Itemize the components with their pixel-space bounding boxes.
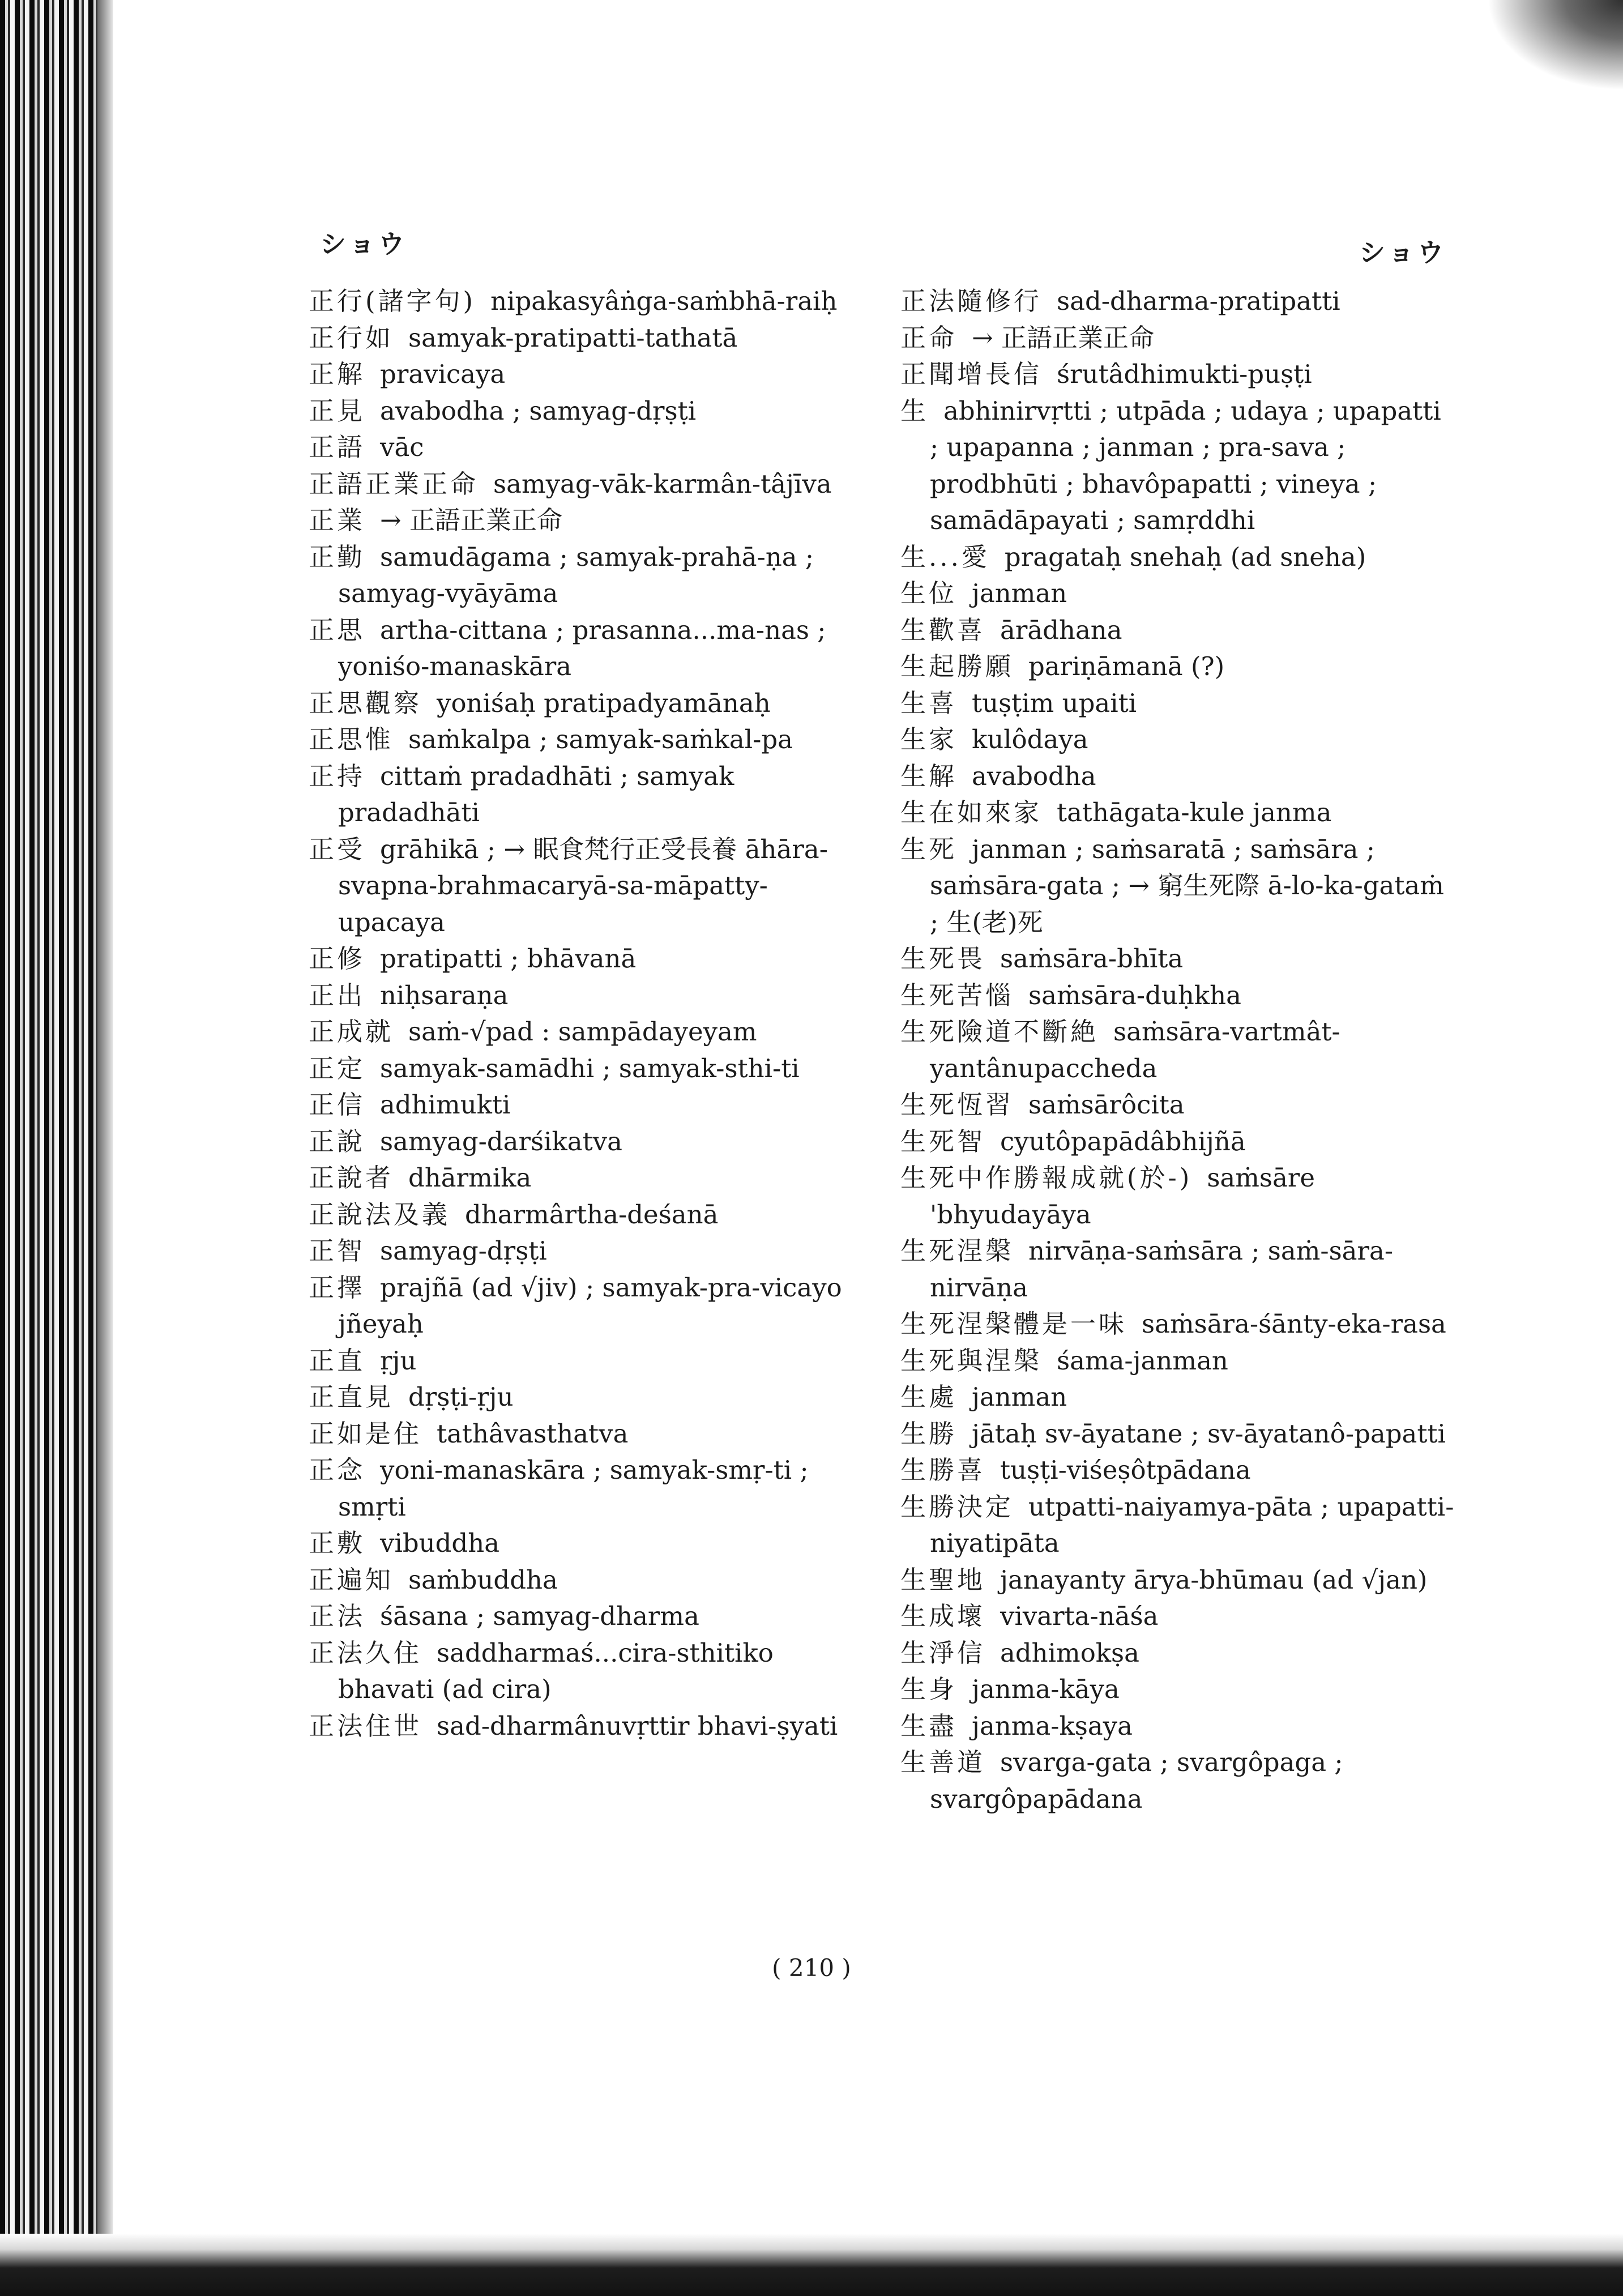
entry-sanskrit: janman: [972, 1382, 1067, 1412]
entry-sanskrit: adhimokṣa: [1000, 1637, 1139, 1668]
dictionary-entry: [900, 1744, 1455, 1817]
dictionary-column-right: [900, 283, 1455, 1817]
entry-sanskrit: artha-cittana ; prasanna...ma-nas ; yoniśo-manaskāra: [338, 614, 826, 681]
dictionary-entry: [309, 1051, 864, 1087]
entry-sanskrit: tuṣṭim upaiti: [972, 688, 1137, 718]
entry-headword: 正聞增長信: [900, 359, 1043, 389]
entry-headword: 正法久住: [309, 1637, 422, 1668]
entry-sanskrit: pragataḥ snehaḥ (ad sneha): [1004, 541, 1366, 572]
entry-headword: 正直: [309, 1345, 366, 1376]
entry-sanskrit: śāsana ; samyag-dharma: [380, 1601, 699, 1631]
dictionary-entry: [900, 356, 1455, 393]
dictionary-entry: [900, 1489, 1455, 1562]
dictionary-entry: [900, 320, 1455, 357]
entry-headword: 正語正業正命: [309, 468, 479, 499]
entry-sanskrit: sad-dharmânuvṛttir bhavi-ṣyati: [437, 1710, 838, 1741]
dictionary-entry: [900, 831, 1455, 941]
entry-sanskrit: janman: [972, 578, 1067, 608]
dictionary-entry: [900, 1562, 1455, 1599]
dictionary-entry: [900, 1014, 1455, 1087]
dictionary-entry: [309, 685, 864, 722]
dictionary-entry: [309, 356, 864, 393]
entry-sanskrit: dṛṣṭi-ṛju: [408, 1382, 514, 1412]
entry-headword: 生家: [900, 724, 958, 754]
dictionary-entry: [900, 539, 1455, 576]
entry-headword: 正思: [309, 614, 366, 645]
dictionary-entry: [309, 758, 864, 831]
entry-sanskrit: ārādhana: [1000, 614, 1122, 645]
entry-sanskrit: vāc: [380, 432, 424, 462]
entry-sanskrit: jātaḥ sv-āyatane ; sv-āyatanô-papatti: [972, 1418, 1446, 1449]
dictionary-entry: [309, 1635, 864, 1708]
entry-sanskrit: janma-kāya: [972, 1674, 1120, 1704]
dictionary-entry: [900, 758, 1455, 795]
entry-sanskrit: tuṣṭi-viśeṣôtpādana: [1000, 1455, 1251, 1485]
dictionary-entry: [900, 1343, 1455, 1380]
entry-sanskrit: vivarta-nāśa: [1000, 1601, 1159, 1631]
entry-headword: 正持: [309, 761, 366, 791]
entry-sanskrit: grāhikā ; → 眠食梵行正受長養 āhāra-svapna-brahmacaryā-sa-māpatty-upacaya: [338, 834, 828, 937]
entry-headword: 生在如來家: [900, 797, 1043, 827]
entry-sanskrit: adhimukti: [380, 1090, 511, 1120]
entry-headword: 生解: [900, 761, 958, 791]
entry-sanskrit: utpatti-naiyamya-pāta ; upapatti-niyatipāta: [930, 1491, 1454, 1558]
dictionary-entry: [309, 978, 864, 1014]
entry-sanskrit: avabodha ; samyag-dṛṣṭi: [380, 395, 697, 426]
entry-headword: 生勝喜: [900, 1455, 986, 1485]
dictionary-entry: [309, 1562, 864, 1599]
entry-headword: 生勝: [900, 1418, 958, 1449]
entry-headword: 正如是住: [309, 1418, 422, 1449]
dictionary-entry: [900, 1598, 1455, 1635]
entry-headword: 生身: [900, 1674, 958, 1704]
entry-headword: 正法住世: [309, 1710, 422, 1741]
entry-sanskrit: kulôdaya: [972, 724, 1088, 754]
entry-sanskrit: pariṇāmanā (?): [1028, 651, 1225, 681]
entry-sanskrit: avabodha: [972, 761, 1096, 791]
dictionary-entry: [309, 429, 864, 466]
entry-headword: 生死與涅槃: [900, 1345, 1043, 1376]
entry-headword: 生死畏: [900, 944, 986, 974]
entry-headword: 生成壞: [900, 1601, 986, 1631]
dictionary-entry: [309, 941, 864, 978]
dictionary-entry: [900, 1708, 1455, 1745]
entry-headword: 生起勝願: [900, 651, 1014, 681]
entry-headword: 正成就: [309, 1017, 394, 1047]
running-head-left: ショウ: [320, 229, 408, 259]
entry-headword: 生位: [900, 578, 958, 608]
dictionary-entry: [900, 1124, 1455, 1160]
dictionary-entry: [309, 502, 864, 539]
entry-headword: 正語: [309, 432, 366, 462]
dictionary-entry: [309, 1598, 864, 1635]
dictionary-entry: [309, 1124, 864, 1160]
entry-headword: 正解: [309, 359, 366, 389]
running-head-right: ショウ: [1359, 237, 1447, 268]
dictionary-entry: [309, 1160, 864, 1197]
dictionary-entry: [900, 941, 1455, 978]
scan-bottom-shadow: [0, 2234, 1623, 2296]
entry-sanskrit: dharmârtha-deśanā: [465, 1199, 719, 1230]
entry-sanskrit: saṁbuddha: [408, 1564, 558, 1595]
entry-headword: 生勝決定: [900, 1491, 1014, 1522]
entry-sanskrit: cittaṁ pradadhāti ; samyak pradadhāti: [338, 761, 734, 827]
entry-sanskrit: samyak-pratipatti-tathatā: [408, 322, 738, 353]
dictionary-entry: [309, 539, 864, 612]
entry-sanskrit: śrutâdhimukti-puṣṭi: [1057, 359, 1312, 389]
dictionary-entry: [900, 393, 1455, 539]
dictionary-entry: [900, 1635, 1455, 1672]
entry-sanskrit: yoniśaḥ pratipadyamānaḥ: [437, 688, 771, 718]
entry-headword: 正直見: [309, 1382, 394, 1412]
entry-sanskrit: abhinirvṛtti ; utpāda ; udaya ; upapatti ; upapanna ; janman ; pra-sava ; prodbhūti ; bhavôpapatti ; vineya ; samādāpayati ; samṛddhi: [930, 395, 1441, 535]
entry-headword: 正念: [309, 1455, 366, 1485]
entry-sanskrit: ṛju: [380, 1345, 417, 1376]
dictionary-entry: [900, 795, 1455, 831]
entry-headword: 正業: [309, 505, 366, 535]
entry-sanskrit: nirvāṇa-saṁsāra ; saṁ-sāra-nirvāṇa: [930, 1236, 1394, 1303]
entry-headword: 正思惟: [309, 724, 394, 754]
entry-sanskrit: vibuddha: [380, 1528, 500, 1558]
entry-headword: 生死中作勝報成就(於-): [900, 1163, 1193, 1193]
book-binding-edge: [0, 0, 97, 2296]
entry-headword: 生死苦惱: [900, 980, 1014, 1010]
entry-headword: 生死涅槃: [900, 1236, 1014, 1266]
entry-sanskrit: sad-dharma-pratipatti: [1057, 286, 1340, 316]
entry-sanskrit: saṁsāre 'bhyudayāya: [930, 1163, 1315, 1230]
dictionary-entry: [309, 1379, 864, 1416]
dictionary-entry: [900, 1452, 1455, 1489]
dictionary-entry: [309, 1014, 864, 1051]
entry-headword: 正說者: [309, 1163, 394, 1193]
entry-headword: 生死涅槃體是一味: [900, 1309, 1127, 1339]
dictionary-entry: [309, 1270, 864, 1343]
dictionary-entry: [309, 1233, 864, 1270]
entry-sanskrit: samyak-samādhi ; samyak-sthi-ti: [380, 1053, 800, 1083]
entry-headword: 正擇: [309, 1272, 366, 1303]
entry-sanskrit: saṁsāra-vartmât-yantânupaccheda: [930, 1017, 1340, 1083]
dictionary-entry: [900, 612, 1455, 649]
dictionary-entry: [900, 1233, 1455, 1306]
entry-headword: 生死恆習: [900, 1090, 1014, 1120]
entry-sanskrit: svarga-gata ; svargôpaga ; svargôpapādana: [930, 1747, 1343, 1814]
entry-sanskrit: cyutôpapādâbhijñā: [1000, 1126, 1246, 1156]
entry-sanskrit: tathâvasthatva: [437, 1418, 629, 1449]
dictionary-entry: [900, 978, 1455, 1014]
entry-sanskrit: saṁsāra-bhīta: [1000, 944, 1184, 974]
entry-sanskrit: samudāgama ; samyak-prahā-ṇa ; samyag-vyāyāma: [338, 541, 814, 608]
entry-headword: 正法隨修行: [900, 286, 1043, 316]
entry-headword: 正說: [309, 1126, 366, 1156]
entry-sanskrit: samyag-dṛṣṭi: [380, 1236, 547, 1266]
dictionary-entry: [900, 1379, 1455, 1416]
dictionary-entry: [900, 1160, 1455, 1233]
entry-headword: 正行如: [309, 322, 394, 353]
dictionary-entry: [900, 1416, 1455, 1453]
entry-sanskrit: janman ; saṁsaratā ; saṁsāra ; saṁsāra-gata ; → 窮生死際 ā-lo-ka-gataṁ ; 生(老)死: [930, 834, 1444, 937]
dictionary-entry: [309, 612, 864, 685]
entry-headword: 正智: [309, 1236, 366, 1266]
dictionary-entry: [309, 393, 864, 430]
entry-headword: 生善道: [900, 1747, 986, 1777]
entry-headword: 正命: [900, 322, 958, 353]
entry-headword: 生淨信: [900, 1637, 986, 1668]
dictionary-entry: [900, 648, 1455, 685]
dictionary-column-left: [309, 283, 864, 1744]
dictionary-entry: [309, 1708, 864, 1745]
entry-headword: 正見: [309, 395, 366, 426]
entry-sanskrit: saddharmaś...cira-sthitiko bhavati (ad cira): [338, 1637, 774, 1704]
entry-sanskrit: saṁkalpa ; samyak-saṁkal-pa: [408, 724, 793, 754]
dictionary-entry: [309, 1197, 864, 1234]
entry-sanskrit: janma-kṣaya: [972, 1710, 1133, 1741]
entry-headword: 生死險道不斷絶: [900, 1017, 1099, 1047]
entry-headword: 正信: [309, 1090, 366, 1120]
dictionary-entry: [900, 685, 1455, 722]
dictionary-entry: [309, 320, 864, 357]
entry-sanskrit: saṁ-√pad : sampādayeyam: [408, 1017, 757, 1047]
entry-headword: 生歡喜: [900, 614, 986, 645]
entry-headword: 生死智: [900, 1126, 986, 1156]
entry-headword: 生聖地: [900, 1564, 986, 1595]
entry-sanskrit: niḥsaraṇa: [380, 980, 509, 1010]
entry-sanskrit: tathāgata-kule janma: [1057, 797, 1332, 827]
entry-sanskrit: yoni-manaskāra ; samyak-smṛ-ti ; smṛti: [338, 1455, 809, 1522]
entry-headword: 生處: [900, 1382, 958, 1412]
entry-headword: 正受: [309, 834, 366, 864]
entry-headword: 正法: [309, 1601, 366, 1631]
entry-sanskrit: → 正語正業正命: [972, 322, 1155, 353]
entry-sanskrit: śama-janman: [1057, 1345, 1228, 1376]
dictionary-entry: [309, 1087, 864, 1124]
entry-headword: 生盡: [900, 1710, 958, 1741]
entry-headword: 正思觀察: [309, 688, 422, 718]
dictionary-entry: [309, 1343, 864, 1380]
entry-sanskrit: saṁsārôcita: [1028, 1090, 1185, 1120]
entry-sanskrit: samyag-vāk-karmân-tâjīva: [493, 468, 832, 499]
entry-headword: 正勤: [309, 541, 366, 572]
dictionary-entry: [309, 283, 864, 320]
entry-headword: 生死: [900, 834, 958, 864]
dictionary-entry: [900, 283, 1455, 320]
dictionary-entry: [309, 1525, 864, 1562]
dictionary-entry: [900, 1306, 1455, 1343]
entry-headword: 正出: [309, 980, 366, 1010]
binding-gutter-shadow: [97, 0, 113, 2296]
dictionary-entry: [309, 466, 864, 503]
dictionary-entry: [309, 1452, 864, 1525]
entry-headword: 正敷: [309, 1528, 366, 1558]
entry-headword: 生...愛: [900, 541, 990, 572]
entry-sanskrit: samyag-darśikatva: [380, 1126, 622, 1156]
entry-headword: 生喜: [900, 688, 958, 718]
entry-sanskrit: saṁsāra-duḥkha: [1028, 980, 1241, 1010]
entry-sanskrit: → 正語正業正命: [380, 505, 563, 535]
dictionary-entry: [900, 1671, 1455, 1708]
entry-headword: 正定: [309, 1053, 366, 1083]
scan-corner-shadow: [1487, 0, 1623, 91]
dictionary-entry: [900, 1087, 1455, 1124]
entry-headword: 正說法及義: [309, 1199, 451, 1230]
entry-sanskrit: prajñā (ad √jiv) ; samyak-pra-vicayo jñeyaḥ: [338, 1272, 842, 1339]
dictionary-entry: [309, 1416, 864, 1453]
dictionary-entry: [900, 575, 1455, 612]
entry-sanskrit: janayanty ārya-bhūmau (ad √jan): [1000, 1564, 1428, 1595]
entry-headword: 正修: [309, 944, 366, 974]
entry-headword: 正遍知: [309, 1564, 394, 1595]
dictionary-entry: [309, 831, 864, 941]
dictionary-entry: [900, 722, 1455, 758]
dictionary-entry: [309, 722, 864, 758]
entry-sanskrit: saṁsāra-śānty-eka-rasa: [1142, 1309, 1446, 1339]
entry-sanskrit: nipakasyâṅga-saṁbhā-raiḥ: [490, 286, 838, 316]
page-number: ( 210 ): [772, 1954, 851, 1982]
entry-headword: 正行(諸字句): [309, 286, 476, 316]
entry-sanskrit: pravicaya: [380, 359, 506, 389]
entry-sanskrit: dhārmika: [408, 1163, 532, 1193]
entry-headword: 生: [900, 395, 929, 426]
entry-sanskrit: pratipatti ; bhāvanā: [380, 944, 637, 974]
